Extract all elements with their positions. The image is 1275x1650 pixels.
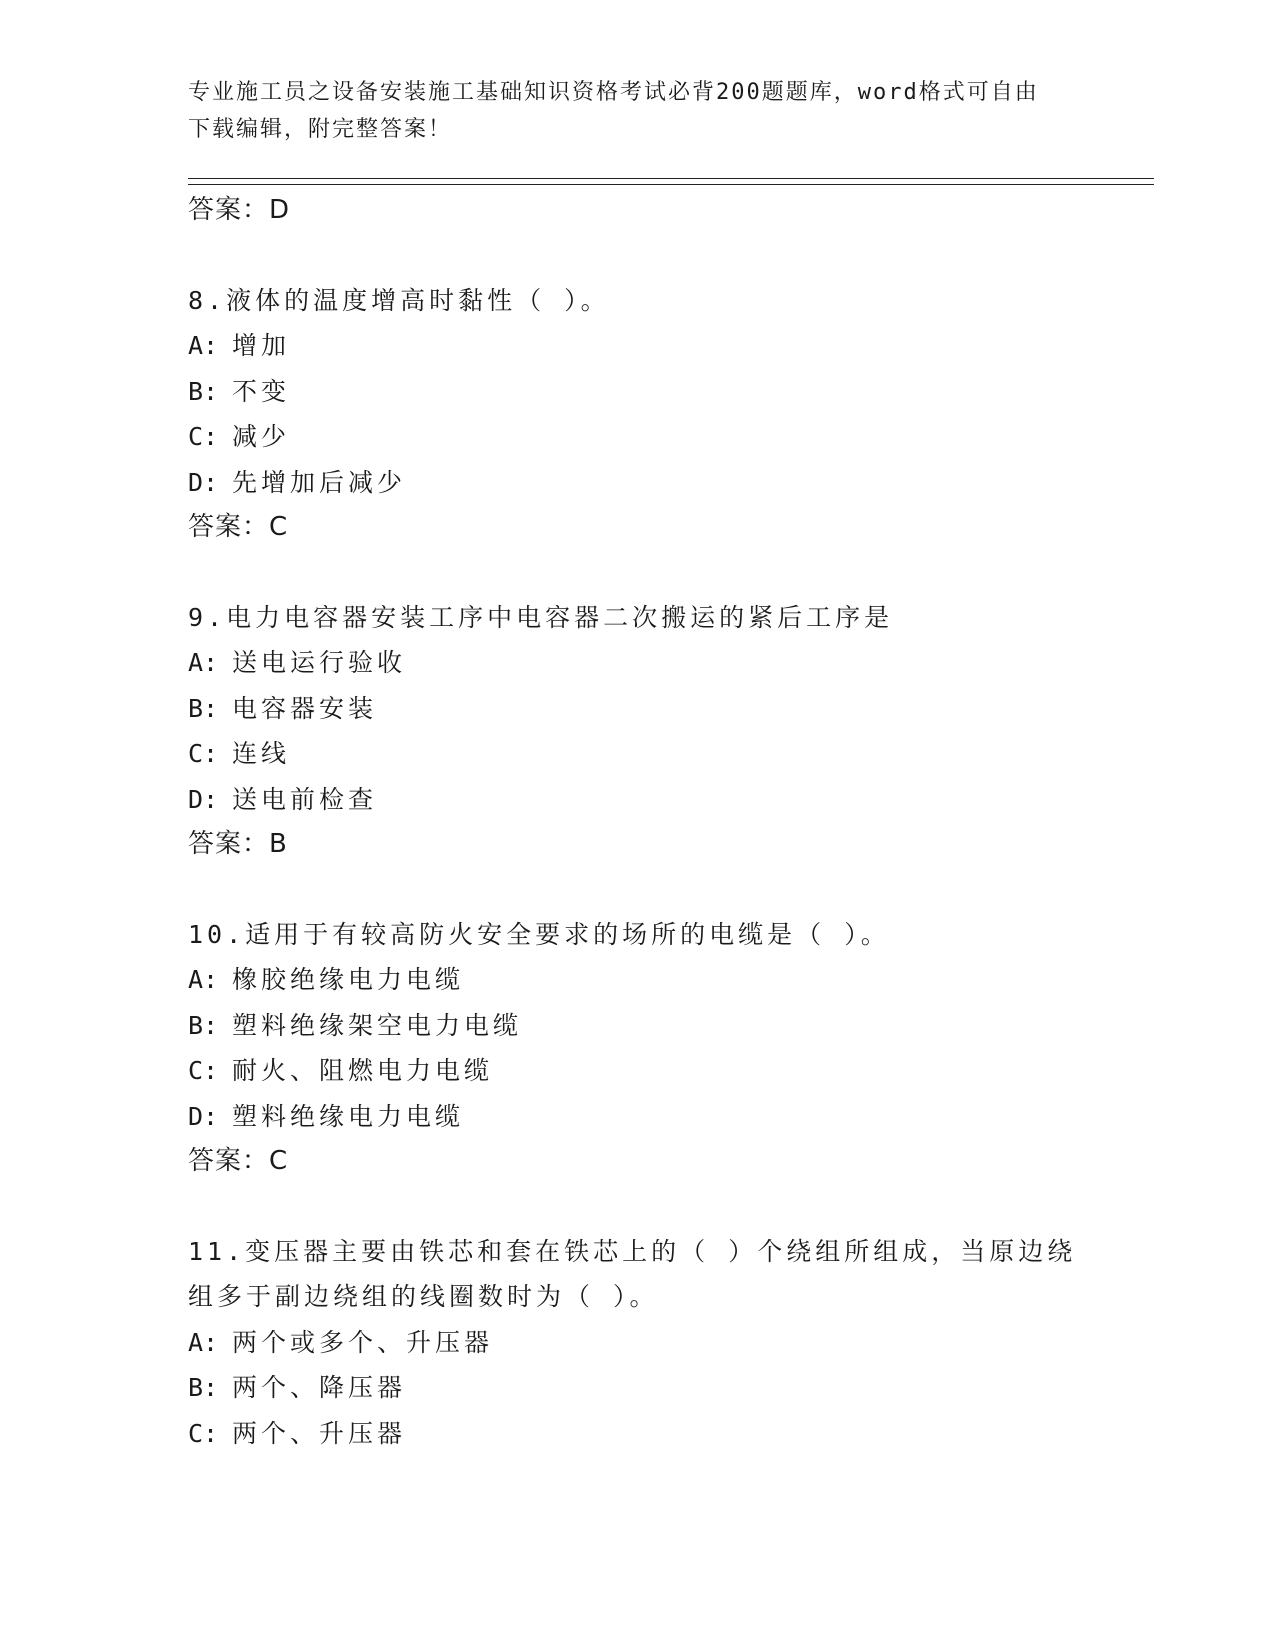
option-letter: A: [188,648,219,677]
option-letter: B: [188,1373,219,1402]
option-text: 送电运行验收 [232,648,407,677]
question-stem [188,912,1088,958]
option-b [188,369,1088,415]
option-text: 耐火、阻燃电力电缆 [232,1056,494,1085]
option-letter: C: [188,1418,219,1448]
answer-line [188,1139,1088,1185]
question-number: 10. [188,919,246,949]
option-text: 增加 [232,331,291,360]
answer-line [188,505,1088,551]
option-letter: B: [188,693,219,723]
option-text: 塑料绝缘电力电缆 [232,1101,465,1131]
spacer [188,551,1088,595]
option-letter: C: [188,739,219,768]
option-b [188,1003,1088,1049]
option-c [188,1048,1088,1094]
option-d [188,1094,1088,1140]
question-stem-line-2 [188,1274,1088,1320]
question-number: 8. [188,285,227,315]
option-c [188,1411,1088,1457]
question-text: 组多于副边绕组的线圈数时为（ ）。 [188,1282,659,1311]
answer-label: 答案： [188,512,270,542]
question-stem-line-1 [188,1229,1088,1275]
option-letter: C: [188,1056,219,1085]
spacer [188,1185,1088,1229]
option-letter: A: [188,331,219,360]
option-text: 先增加后减少 [232,467,407,497]
option-text: 不变 [232,376,291,406]
question-11 [188,1229,1088,1457]
answer-value: C [269,512,289,542]
question-text: 适用于有较高防火安全要求的场所的电缆是（ ）。 [245,919,890,949]
option-text: 两个或多个、升压器 [232,1327,494,1357]
spacer [188,868,1088,912]
option-b [188,686,1088,732]
question-number: 11. [188,1236,246,1266]
option-letter: B: [188,1010,219,1040]
answer-line [188,822,1088,868]
option-letter: D: [188,1101,219,1131]
spacer [188,234,1088,278]
page-header [188,74,1068,148]
answer-label: 答案： [188,1146,270,1176]
option-letter: C: [188,422,219,451]
option-text: 两个、降压器 [232,1373,407,1402]
option-d [188,460,1088,506]
option-text: 两个、升压器 [232,1418,407,1448]
option-text: 橡胶绝缘电力电缆 [232,965,465,994]
option-d [188,777,1088,823]
header-divider [188,178,1154,185]
option-a [188,323,1088,369]
question-text: 液体的温度增高时黏性（ ）。 [226,285,610,315]
question-text: 变压器主要由铁芯和套在铁芯上的（ ）个绕组所组成，当原边绕 [245,1236,1077,1266]
option-letter: A: [188,965,219,994]
answer-value: B [269,829,288,859]
header-title-line-1: 专业施工员之设备安装施工基础知识资格考试必背200题题库，word格式可自由 [188,80,1039,105]
option-c [188,414,1088,460]
question-8 [188,278,1088,551]
header-title-line-2: 下载编辑，附完整答案！ [188,117,453,142]
answer-value: D [269,195,291,225]
answer-label: 答案： [188,829,270,859]
option-letter: B: [188,376,219,406]
option-text: 送电前检查 [232,784,378,814]
option-text: 减少 [232,422,291,451]
option-c [188,731,1088,777]
question-stem [188,595,1088,641]
option-text: 电容器安装 [232,693,378,723]
question-list [188,188,1088,1456]
option-a [188,1320,1088,1366]
answer-label: 答案： [188,195,270,225]
question-number: 9. [188,602,227,632]
option-letter: D: [188,467,219,497]
answer-line [188,188,1088,234]
option-letter: D: [188,784,219,814]
option-b [188,1365,1088,1411]
question-9 [188,595,1088,868]
option-text: 连线 [232,739,291,768]
question-text: 电力电容器安装工序中电容器二次搬运的紧后工序是 [226,602,894,632]
option-letter: A: [188,1327,219,1357]
question-stem [188,278,1088,324]
option-a [188,640,1088,686]
answer-value: C [269,1146,289,1176]
option-text: 塑料绝缘架空电力电缆 [232,1010,523,1040]
option-a [188,957,1088,1003]
question-10 [188,912,1088,1185]
